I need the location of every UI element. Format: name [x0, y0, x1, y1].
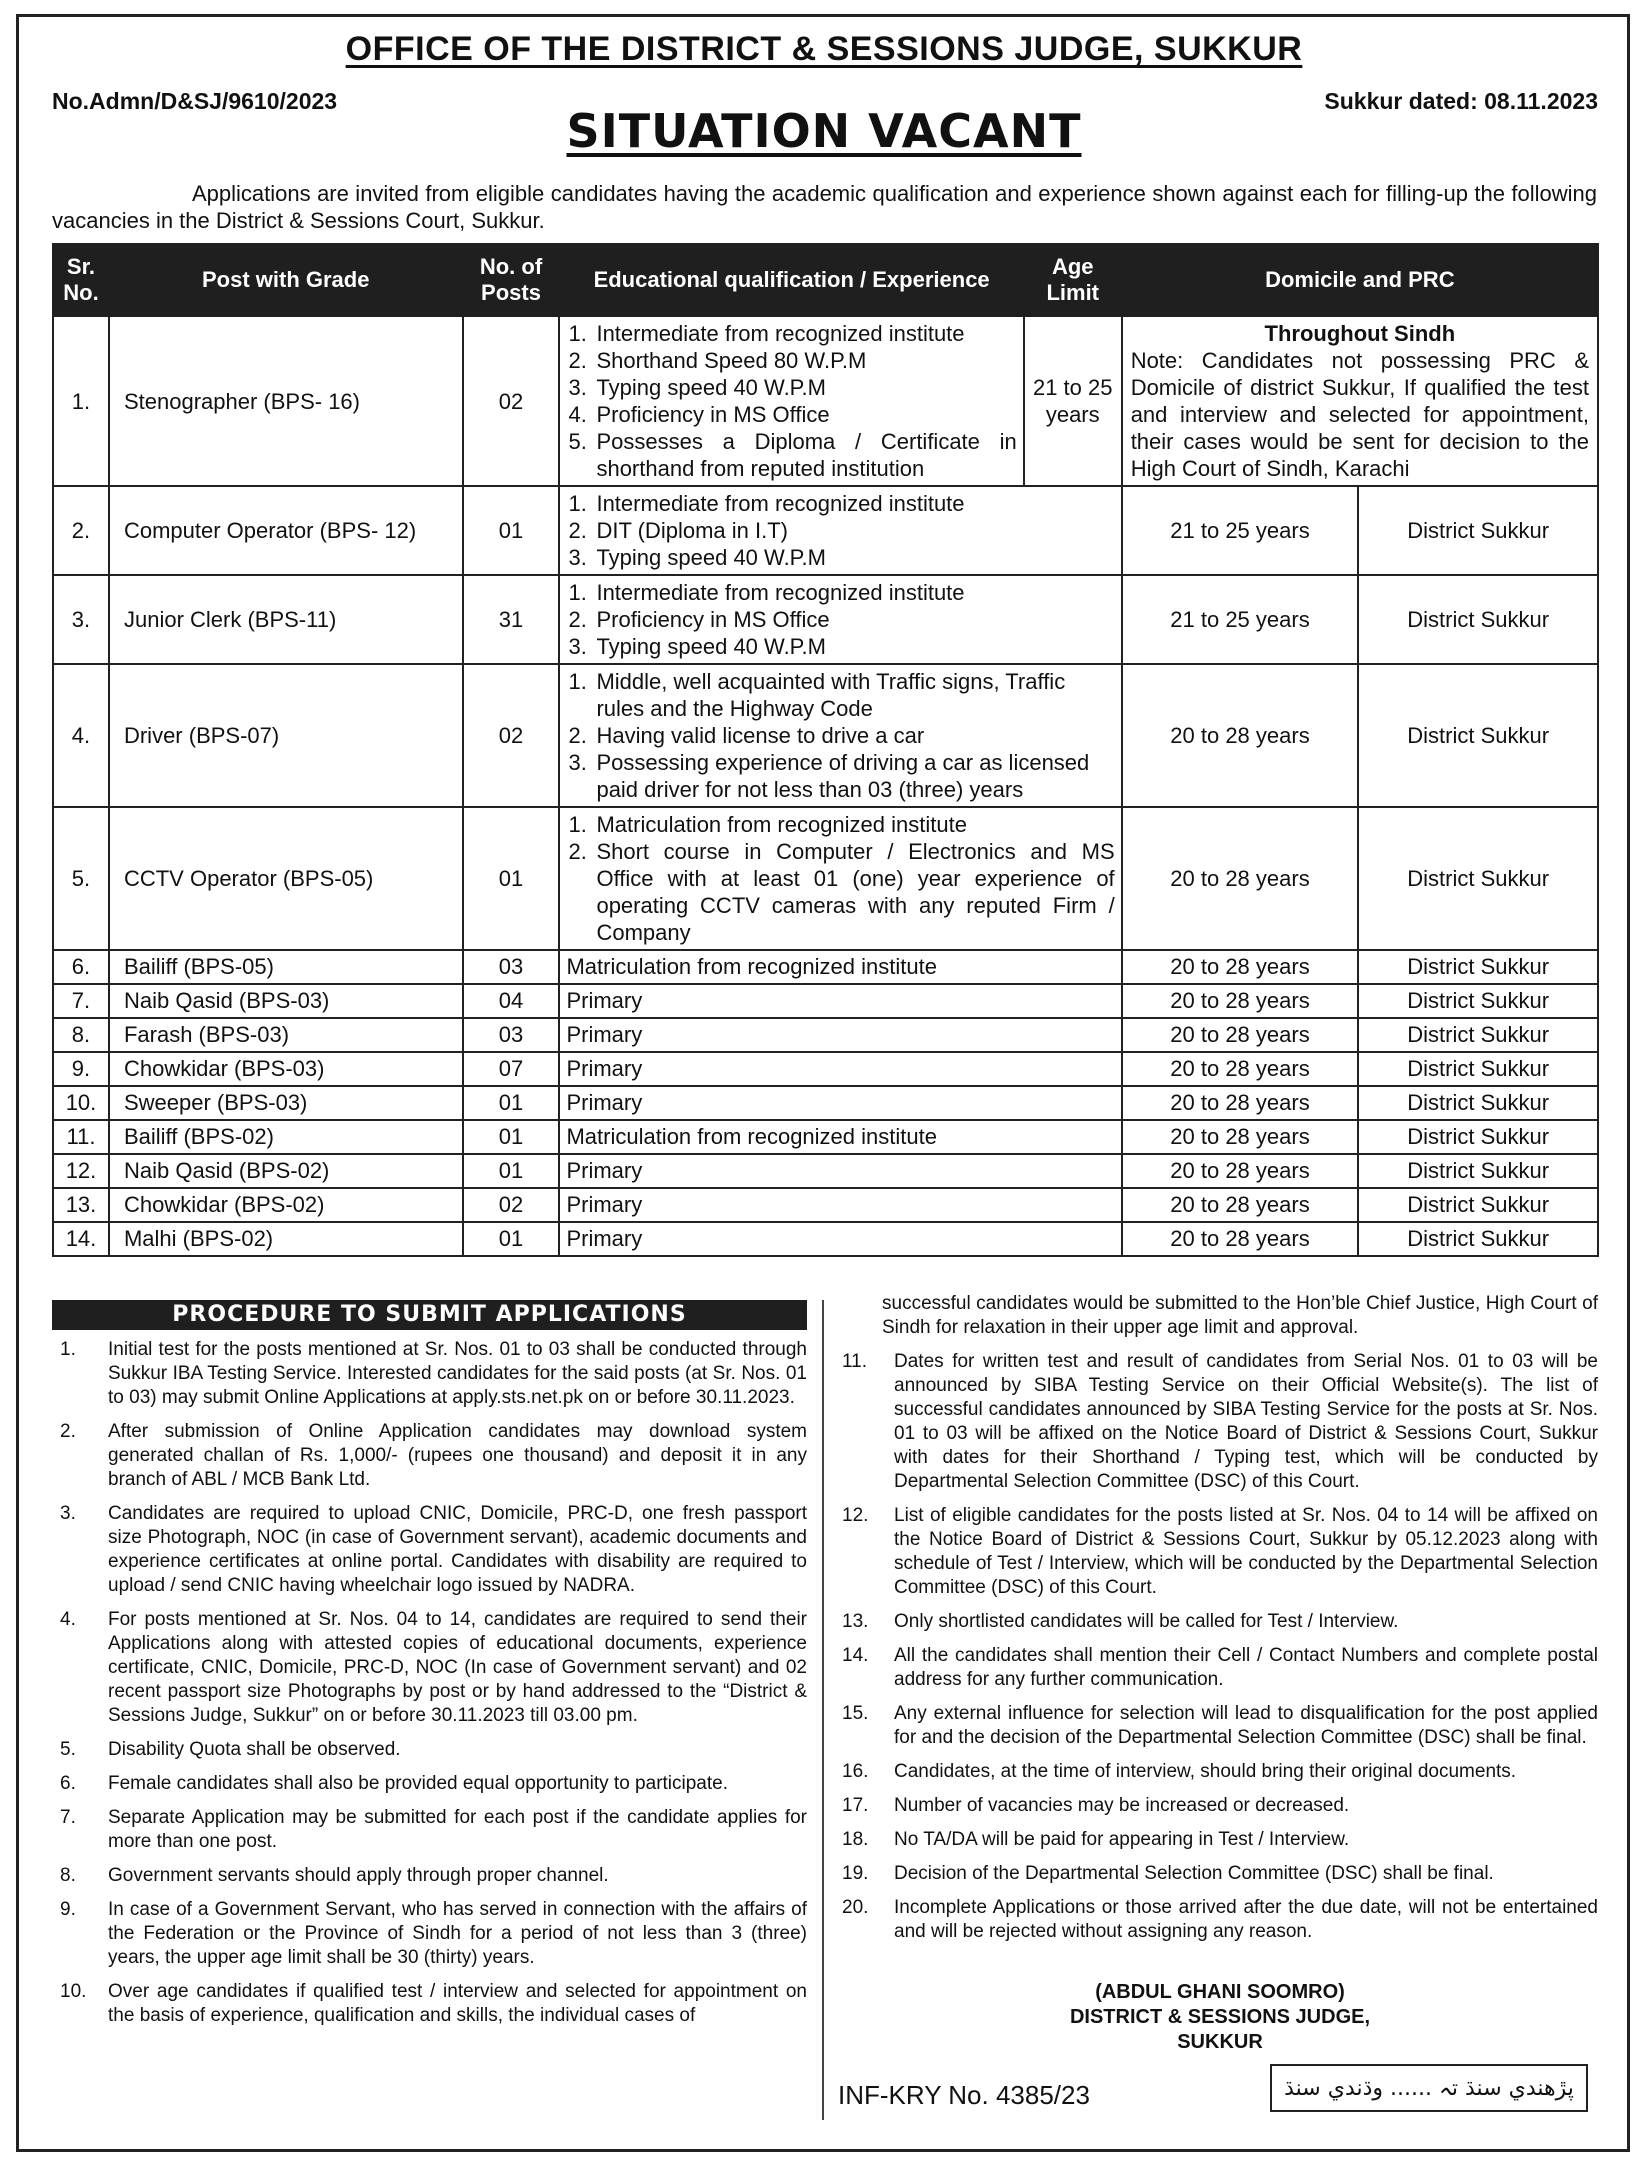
table-row	[53, 1018, 1598, 1052]
procedure-left-column	[52, 1338, 807, 2038]
office-title: OFFICE OF THE DISTRICT & SESSIONS JUDGE, SUKKUR	[345, 30, 1303, 68]
cell-qualification: Primary	[559, 1052, 1121, 1086]
procedure-item: 19. Decision of the Departmental Selection Committee (DSC) shall be final.	[842, 1863, 1494, 1884]
cell-sr: 6.	[53, 950, 109, 984]
qual-item: 3. Typing speed 40 W.P.M	[568, 634, 826, 659]
cell-post: CCTV Operator (BPS-05)	[109, 807, 463, 950]
table-row	[53, 486, 1598, 575]
cell-sr: 7.	[53, 984, 109, 1018]
inf-number: INF-KRY No. 4385/23	[838, 2080, 1090, 2110]
cell-domicile: District Sukkur	[1358, 1018, 1598, 1052]
cell-posts: 01	[463, 1120, 560, 1154]
cell-age: 20 to 28 years	[1122, 1086, 1359, 1120]
cell-sr: 13.	[53, 1188, 109, 1222]
cell-qualification	[559, 807, 1121, 950]
cell-post: Driver (BPS-07)	[109, 664, 463, 807]
cell-posts: 01	[463, 1222, 560, 1256]
cell-domicile: District Sukkur	[1358, 1222, 1598, 1256]
cell-age: 20 to 28 years	[1122, 807, 1359, 950]
procedure-item: 12. List of eligible candidates for the posts listed at Sr. Nos. 04 to 14 will be affixed on the Notice Board of District & Sessions Court, Sukkur by 05.12.2023 along with schedule of Test / Interview, which will be conducted by the Departmental Selection Committee (DSC) of this Court.	[842, 1505, 1598, 1598]
cell-sr: 12.	[53, 1154, 109, 1188]
table-row	[53, 664, 1598, 807]
cell-domicile: District Sukkur	[1358, 1052, 1598, 1086]
cell-age: 20 to 28 years	[1122, 1188, 1359, 1222]
table-row	[53, 984, 1598, 1018]
cell-age: 21 to 25 years	[1024, 316, 1122, 486]
main-title: SITUATION VACANT	[566, 104, 1082, 158]
table-row	[53, 1188, 1598, 1222]
qual-item: 1. Intermediate from recognized institute	[568, 321, 965, 346]
procedure-heading: PROCEDURE TO SUBMIT APPLICATIONS	[52, 1300, 807, 1330]
header-sr: Sr. No.	[53, 244, 109, 316]
column-divider	[822, 1300, 824, 2120]
cell-post: Bailiff (BPS-02)	[109, 1120, 463, 1154]
signature-block	[1010, 1980, 1430, 2055]
procedure-item: 5. Disability Quota shall be observed.	[60, 1739, 401, 1760]
procedure-item: 9. In case of a Government Servant, who has served in connection with the affairs of the Federation or the Province of Sindh for a period of not less than 3 (three) years, the upper age limit shall be 30 (thirty) years.	[60, 1899, 807, 1968]
cell-domicile: District Sukkur	[1358, 664, 1598, 807]
table-header-row	[53, 244, 1598, 316]
table-row	[53, 316, 1598, 486]
cell-post: Malhi (BPS-02)	[109, 1222, 463, 1256]
signatory-name: (ABDUL GHANI SOOMRO)	[1095, 1981, 1345, 2003]
cell-sr: 10.	[53, 1086, 109, 1120]
header-qualification: Educational qualification / Experience	[559, 244, 1023, 316]
cell-sr: 14.	[53, 1222, 109, 1256]
procedure-item: 17. Number of vacancies may be increased or decreased.	[842, 1795, 1350, 1816]
cell-post: Farash (BPS-03)	[109, 1018, 463, 1052]
cell-posts: 07	[463, 1052, 560, 1086]
cell-age: 20 to 28 years	[1122, 1222, 1359, 1256]
procedure-item: 6. Female candidates shall also be provided equal opportunity to participate.	[60, 1773, 728, 1794]
qual-item: 2. Having valid license to drive a car	[568, 723, 925, 748]
table-row	[53, 1120, 1598, 1154]
qual-item: 1. Intermediate from recognized institute	[568, 491, 965, 516]
table-row	[53, 950, 1598, 984]
cell-age: 20 to 28 years	[1122, 1120, 1359, 1154]
qual-item: 2. Proficiency in MS Office	[568, 607, 830, 632]
qual-item: 1. Intermediate from recognized institute	[568, 580, 965, 605]
cell-age: 20 to 28 years	[1122, 950, 1359, 984]
cell-posts: 03	[463, 1018, 560, 1052]
cell-sr: 3.	[53, 575, 109, 664]
cell-qualification: Primary	[559, 984, 1121, 1018]
sindhi-slogan-box	[1270, 2064, 1588, 2112]
cell-post: Chowkidar (BPS-02)	[109, 1188, 463, 1222]
cell-post: Computer Operator (BPS- 12)	[109, 486, 463, 575]
procedure-item: 15. Any external influence for selection will lead to disqualification for the post applied for and the decision of the Departmental Selection Committee (DSC) shall be final.	[842, 1703, 1598, 1748]
procedure-item: 4. For posts mentioned at Sr. Nos. 04 to 14, candidates are required to send their Applications along with attested copies of educational documents, experience certificate, CNIC, Domicile, PRC-D, NOC (In case of Government servant) and 02 recent passport size Photographs by post or by hand addressed to the “District & Sessions Judge, Sukkur” on or before 30.11.2023 till 03.00 pm.	[60, 1609, 807, 1726]
cell-posts: 03	[463, 950, 560, 984]
domicile-note: Note: Candidates not possessing PRC & Domicile of district Sukkur, If qualified the test and interview and selected for appointment, their cases would be sent for decision to the High Court of Sindh, Karachi	[1130, 348, 1589, 481]
cell-sr: 11.	[53, 1120, 109, 1154]
procedure-right-column	[838, 1292, 1598, 1954]
domicile-heading: Throughout Sindh	[1264, 321, 1456, 346]
cell-qualification: Primary	[559, 1222, 1121, 1256]
header-posts: No. of Posts	[463, 244, 560, 316]
procedure-item: 1. Initial test for the posts mentioned at Sr. Nos. 01 to 03 shall be conducted through Sukkur IBA Testing Service. Interested candidates for the said posts (at Sr. Nos. 01 to 03) may submit Online Applications at apply.sts.net.pk on or before 30.11.2023.	[60, 1339, 807, 1408]
procedure-item: 3. Candidates are required to upload CNIC, Domicile, PRC-D, one fresh passport size Photograph, NOC (in case of Government servant), academic documents and experience certificates at online portal. Candidates with disability are required to upload / send CNIC having wheelchair logo issued by NADRA.	[60, 1503, 807, 1596]
table-row	[53, 575, 1598, 664]
cell-sr: 2.	[53, 486, 109, 575]
cell-domicile: District Sukkur	[1358, 984, 1598, 1018]
qual-item: 5. Possesses a Diploma / Certificate in shorthand from reputed institution	[568, 429, 1017, 481]
cell-domicile	[1122, 316, 1598, 486]
reference-number: No.Admn/D&SJ/9610/2023	[52, 88, 338, 114]
cell-qualification: Matriculation from recognized institute	[559, 950, 1121, 984]
cell-age: 20 to 28 years	[1122, 984, 1359, 1018]
issue-date: Sukkur dated: 08.11.2023	[1324, 88, 1598, 114]
cell-qualification: Matriculation from recognized institute	[559, 1120, 1121, 1154]
cell-domicile: District Sukkur	[1358, 807, 1598, 950]
procedure-item: 10. Over age candidates if qualified test / interview and selected for appointment on the basis of experience, qualification and skills, the individual cases of	[60, 1981, 807, 2026]
cell-post: Naib Qasid (BPS-03)	[109, 984, 463, 1018]
cell-posts: 01	[463, 1154, 560, 1188]
cell-qualification: Primary	[559, 1154, 1121, 1188]
qual-item: 2. Shorthand Speed 80 W.P.M	[568, 348, 867, 373]
cell-posts: 01	[463, 807, 560, 950]
cell-post: Stenographer (BPS- 16)	[109, 316, 463, 486]
cell-qualification	[559, 664, 1121, 807]
cell-qualification	[559, 486, 1121, 575]
procedure-item: 2. After submission of Online Application candidates may download system generated challan of Rs. 1,000/- (rupees one thousand) and deposit it in any branch of ABL / MCB Bank Ltd.	[60, 1421, 807, 1490]
cell-age: 21 to 25 years	[1122, 486, 1359, 575]
procedure-item: 7. Separate Application may be submitted for each post if the candidate applies for more than one post.	[60, 1807, 807, 1852]
table-row	[53, 1222, 1598, 1256]
table-row	[53, 1154, 1598, 1188]
procedure-continuation: successful candidates would be submitted to the Hon’ble Chief Justice, High Court of Sindh for relaxation in their upper age limit and approval.	[882, 1293, 1598, 1338]
cell-sr: 4.	[53, 664, 109, 807]
procedure-item: 8. Government servants should apply through proper channel.	[60, 1865, 609, 1886]
procedure-item: 11. Dates for written test and result of candidates from Serial Nos. 01 to 03 will be announced by SIBA Testing Service on their Official Website(s). The list of successful candidates announced by SIBA Testing Service for the posts at Sr. Nos. 01 to 03 will be affixed on the Notice Board of District & Sessions Court, Sukkur with dates for their Shorthand / Typing test, which will be conducted by Departmental Selection Committee (DSC) of this Court.	[842, 1351, 1598, 1492]
cell-qualification: Primary	[559, 1018, 1121, 1052]
cell-posts: 01	[463, 486, 560, 575]
qual-item: 3. Possessing experience of driving a car as licensed paid driver for not less than 03 (three) years	[568, 750, 1090, 802]
header-post: Post with Grade	[109, 244, 463, 316]
cell-qualification: Primary	[559, 1086, 1121, 1120]
cell-qualification	[559, 316, 1023, 486]
procedure-item: 14. All the candidates shall mention their Cell / Contact Numbers and complete postal address for any further communication.	[842, 1645, 1598, 1690]
cell-posts: 02	[463, 1188, 560, 1222]
cell-posts: 02	[463, 316, 560, 486]
table-row	[53, 807, 1598, 950]
cell-age: 21 to 25 years	[1122, 575, 1359, 664]
qual-item: 1. Matriculation from recognized institute	[568, 812, 967, 837]
cell-posts: 01	[463, 1086, 560, 1120]
procedure-item: 18. No TA/DA will be paid for appearing in Test / Interview.	[842, 1829, 1350, 1850]
cell-sr: 8.	[53, 1018, 109, 1052]
signatory-place: SUKKUR	[1177, 2031, 1263, 2053]
table-row	[53, 1052, 1598, 1086]
cell-domicile: District Sukkur	[1358, 486, 1598, 575]
intro-paragraph: Applications are invited from eligible candidates having the academic qualification and experience shown against each for filling-up the following vacancies in the District & Sessions Court, Sukkur.	[52, 181, 1597, 233]
cell-post: Sweeper (BPS-03)	[109, 1086, 463, 1120]
sindhi-slogan: پڙهندي سنڌ تہ ...... وڌندي سنڌ	[1284, 2075, 1574, 2101]
cell-domicile: District Sukkur	[1358, 1188, 1598, 1222]
qual-item: 3. Typing speed 40 W.P.M	[568, 375, 826, 400]
cell-domicile: District Sukkur	[1358, 950, 1598, 984]
cell-sr: 9.	[53, 1052, 109, 1086]
table-row	[53, 1086, 1598, 1120]
cell-domicile: District Sukkur	[1358, 1086, 1598, 1120]
header-age: Age Limit	[1024, 244, 1122, 316]
procedure-item: 13. Only shortlisted candidates will be called for Test / Interview.	[842, 1611, 1399, 1632]
cell-post: Chowkidar (BPS-03)	[109, 1052, 463, 1086]
cell-post: Naib Qasid (BPS-02)	[109, 1154, 463, 1188]
cell-domicile: District Sukkur	[1358, 1154, 1598, 1188]
cell-sr: 1.	[53, 316, 109, 486]
cell-age: 20 to 28 years	[1122, 1052, 1359, 1086]
cell-post: Bailiff (BPS-05)	[109, 950, 463, 984]
qual-item: 2. Short course in Computer / Electronics and MS Office with at least 01 (one) year experience of operating CCTV cameras with any reputed Firm / Company	[568, 839, 1115, 945]
header-domicile: Domicile and PRC	[1122, 244, 1598, 316]
qual-item: 1. Middle, well acquainted with Traffic signs, Traffic rules and the Highway Code	[568, 669, 1066, 721]
qual-item: 3. Typing speed 40 W.P.M	[568, 545, 826, 570]
cell-posts: 04	[463, 984, 560, 1018]
qual-item: 4. Proficiency in MS Office	[568, 402, 830, 427]
cell-qualification	[559, 575, 1121, 664]
procedure-item: 16. Candidates, at the time of interview, should bring their original documents.	[842, 1761, 1517, 1782]
signatory-designation: DISTRICT & SESSIONS JUDGE,	[1069, 2006, 1371, 2028]
cell-qualification: Primary	[559, 1188, 1121, 1222]
cell-age: 20 to 28 years	[1122, 664, 1359, 807]
cell-sr: 5.	[53, 807, 109, 950]
vacancies-table	[52, 243, 1599, 1257]
cell-posts: 02	[463, 664, 560, 807]
procedure-item: 20. Incomplete Applications or those arrived after the due date, will not be entertained and will be rejected without assigning any reason.	[842, 1897, 1598, 1942]
cell-post: Junior Clerk (BPS-11)	[109, 575, 463, 664]
cell-domicile: District Sukkur	[1358, 1120, 1598, 1154]
cell-domicile: District Sukkur	[1358, 575, 1598, 664]
qual-item: 2. DIT (Diploma in I.T)	[568, 518, 788, 543]
cell-posts: 31	[463, 575, 560, 664]
cell-age: 20 to 28 years	[1122, 1154, 1359, 1188]
cell-age: 20 to 28 years	[1122, 1018, 1359, 1052]
